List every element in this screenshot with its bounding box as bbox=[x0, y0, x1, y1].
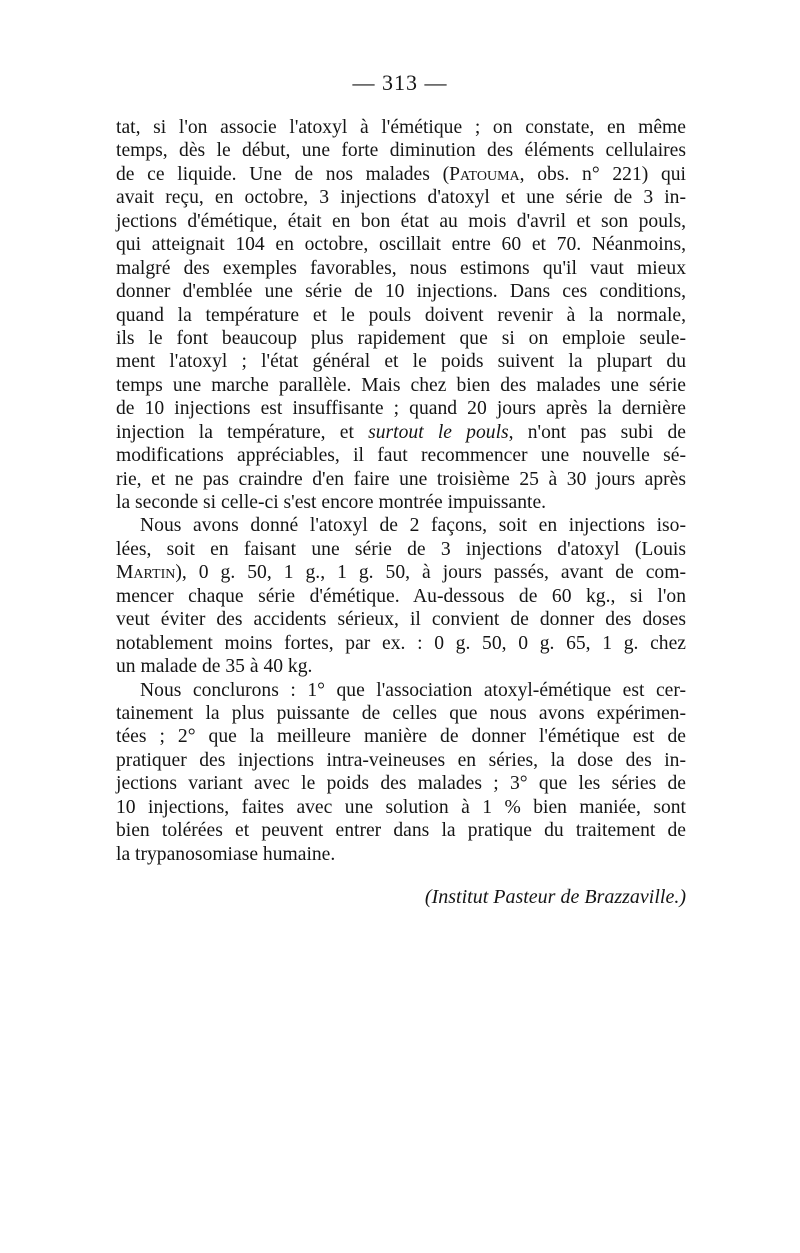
text-fragment: de ce liquide. Une de nos malades ( bbox=[116, 163, 450, 185]
text-line: de 10 injections est insuffisante ; quand 20 jours après la dernière bbox=[116, 398, 686, 420]
author-name: Martin bbox=[116, 562, 176, 584]
text-line: qui atteignait 104 en octobre, oscillait entre 60 et 70. Néanmoins, bbox=[116, 234, 686, 256]
text-line: mencer chaque série d'émétique. Au-dessous de 60 kg., si l'on bbox=[116, 585, 686, 607]
text-line: quand la température et le pouls doivent revenir à la normale, bbox=[116, 304, 686, 326]
text-line: temps une marche parallèle. Mais chez bien des malades une série bbox=[116, 374, 686, 396]
text-line: un malade de 35 à 40 kg. bbox=[116, 656, 313, 678]
page-number: — 313 — bbox=[352, 70, 448, 95]
text-line: ment l'atoxyl ; l'état général et le poids suivent la plupart du bbox=[116, 351, 686, 373]
text-line: tat, si l'on associe l'atoxyl à l'émétique ; on constate, en même bbox=[116, 117, 686, 138]
text-fragment: , n'ont pas subi de bbox=[508, 421, 687, 443]
text-line: bien tolérées et peuvent entrer dans la pratique du traitement de bbox=[116, 820, 686, 842]
text-line: temps, dès le début, une forte diminution des éléments cellulaires bbox=[116, 140, 686, 162]
text-line: la trypanosomiase humaine. bbox=[116, 843, 336, 865]
body-text bbox=[116, 116, 686, 866]
text-fragment: ), 0 g. 50, 1 g., 1 g. 50, à jours passés, avant de com- bbox=[175, 562, 686, 584]
text-line: rie, et ne pas craindre d'en faire une troisième 25 à 30 jours après bbox=[116, 468, 686, 490]
text-line: avait reçu, en octobre, 3 injections d'atoxyl et une série de 3 in- bbox=[116, 187, 686, 209]
text-line: 10 injections, faites avec une solution à 1 % bien maniée, sont bbox=[116, 796, 686, 818]
text-line: donner d'emblée une série de 10 injections. Dans ces conditions, bbox=[116, 281, 686, 303]
text-line bbox=[116, 561, 686, 584]
text-fragment: injection la température, et bbox=[116, 421, 369, 443]
text-line: ils le font beaucoup plus rapidement que si on emploie seule- bbox=[116, 327, 686, 349]
institution-credit: (Institut Pasteur de Brazzaville.) bbox=[424, 886, 686, 908]
text-line: pratiquer des injections intra-veineuses en séries, la dose des in- bbox=[116, 749, 686, 771]
text-line bbox=[116, 421, 686, 444]
text-line bbox=[116, 163, 686, 186]
text-line: la seconde si celle-ci s'est encore montrée impuissante. bbox=[116, 492, 547, 513]
text-line: malgré des exemples favorables, nous estimons qu'il vaut mieux bbox=[116, 257, 686, 279]
text-line: modifications appréciables, il faut recommencer une nouvelle sé- bbox=[116, 445, 686, 467]
text-line: tainement la plus puissante de celles que nous avons expérimen- bbox=[116, 702, 686, 724]
text-line: lées, soit en faisant une série de 3 injections d'atoxyl (Louis bbox=[116, 538, 686, 560]
text-fragment: , obs. n° 221) qui bbox=[519, 163, 686, 185]
text-line: Nous conclurons : 1° que l'association atoxyl-émétique est cer- bbox=[140, 679, 686, 701]
text-line: jections d'émétique, était en bon état au mois d'avril et son pouls, bbox=[116, 210, 686, 232]
text-line: Nous avons donné l'atoxyl de 2 façons, soit en injections iso- bbox=[140, 515, 686, 537]
emphasis-text: surtout le pouls bbox=[368, 421, 509, 443]
text-line: tées ; 2° que la meilleure manière de donner l'émétique est de bbox=[116, 726, 686, 748]
text-line: veut éviter des accidents sérieux, il convient de donner des doses bbox=[116, 609, 686, 631]
text-line: jections variant avec le poids des malades ; 3° que les séries de bbox=[116, 773, 686, 795]
patient-name: Patouma bbox=[449, 163, 520, 185]
text-line: notablement moins fortes, par ex. : 0 g. 50, 0 g. 65, 1 g. chez bbox=[116, 632, 686, 654]
